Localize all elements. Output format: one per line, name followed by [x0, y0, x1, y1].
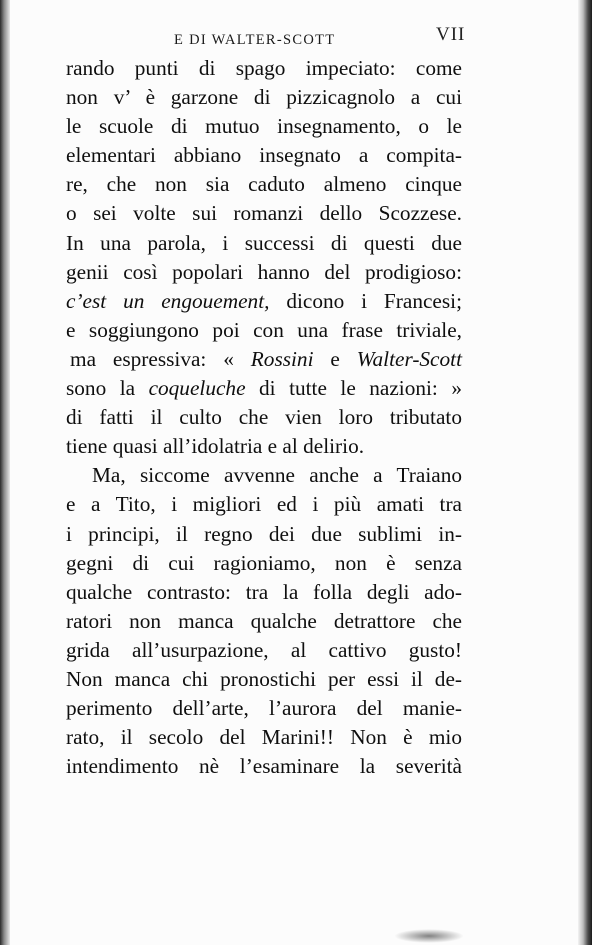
paragraph-first-line: Ma, siccome avvenne anche a Traiano — [92, 463, 462, 488]
text-line-last: tiene quasi all’idolatria e al delirio. — [66, 434, 365, 459]
text-segment: di tutte le nazioni: » — [245, 376, 462, 401]
text-line: elementari abbiano insegnato a compita- — [66, 143, 462, 168]
text-segment: sono la — [66, 376, 149, 401]
text-line-mixed — [66, 287, 462, 316]
page-edge-shadow — [578, 0, 592, 945]
text-line: intendimento nè l’esaminare la severità — [66, 754, 462, 779]
text-line: re, che non sia caduto almeno cinque — [66, 172, 462, 197]
text-segment: e — [313, 346, 357, 371]
italic-phrase: c’est un engouement, — [66, 288, 270, 313]
text-line: rando punti di spago impeciato: come — [66, 56, 462, 80]
text-line: genii così popolari hanno del prodigioso: — [66, 259, 462, 284]
text-line: Non manca chi pronostichi per essi il de- — [66, 666, 462, 691]
italic-word: coqueluche — [148, 376, 246, 401]
italic-name: Rossini — [250, 346, 314, 371]
text-line: i principi, il regno dei due sublimi in- — [66, 521, 462, 546]
text-line: rato, il secolo del Marini!! Non è mio — [66, 725, 462, 750]
body-text — [66, 54, 462, 781]
text-line: In una parola, i successi di questi due — [66, 230, 462, 255]
text-line-mixed — [66, 345, 462, 374]
text-line: le scuole di mutuo insegnamento, o le — [66, 114, 462, 139]
text-line: gegni di cui ragioniamo, non è senza — [66, 550, 462, 575]
text-line: ratori non manca qualche detrattore che — [66, 608, 462, 633]
text-line: qualche contrasto: tra la folla degli ado- — [66, 579, 462, 604]
text-line: perimento dell’arte, l’aurora del manie- — [66, 696, 462, 721]
text-segment: dicono i Francesi; — [269, 288, 462, 313]
ink-smudge — [394, 929, 464, 943]
text-segment: ma espressiva: « — [70, 346, 251, 371]
page-binding-shadow — [0, 0, 10, 945]
text-line: grida all’usurpazione, al cattivo gusto! — [66, 637, 462, 662]
page-number: VII — [436, 24, 466, 45]
italic-name: Walter-Scott — [356, 346, 462, 371]
text-line: e a Tito, i migliori ed i più amati tra — [66, 492, 462, 517]
running-title: E DI WALTER-SCOTT — [174, 32, 336, 48]
text-line-mixed — [66, 374, 462, 403]
text-line: non v’ è garzone di pizzicagnolo a cui — [66, 85, 462, 110]
text-line: di fatti il culto che vien loro tributato — [66, 405, 462, 430]
text-line: e soggiungono poi con una frase triviale, — [66, 317, 462, 342]
text-line: o sei volte sui romanzi dello Scozzese. — [66, 201, 462, 226]
